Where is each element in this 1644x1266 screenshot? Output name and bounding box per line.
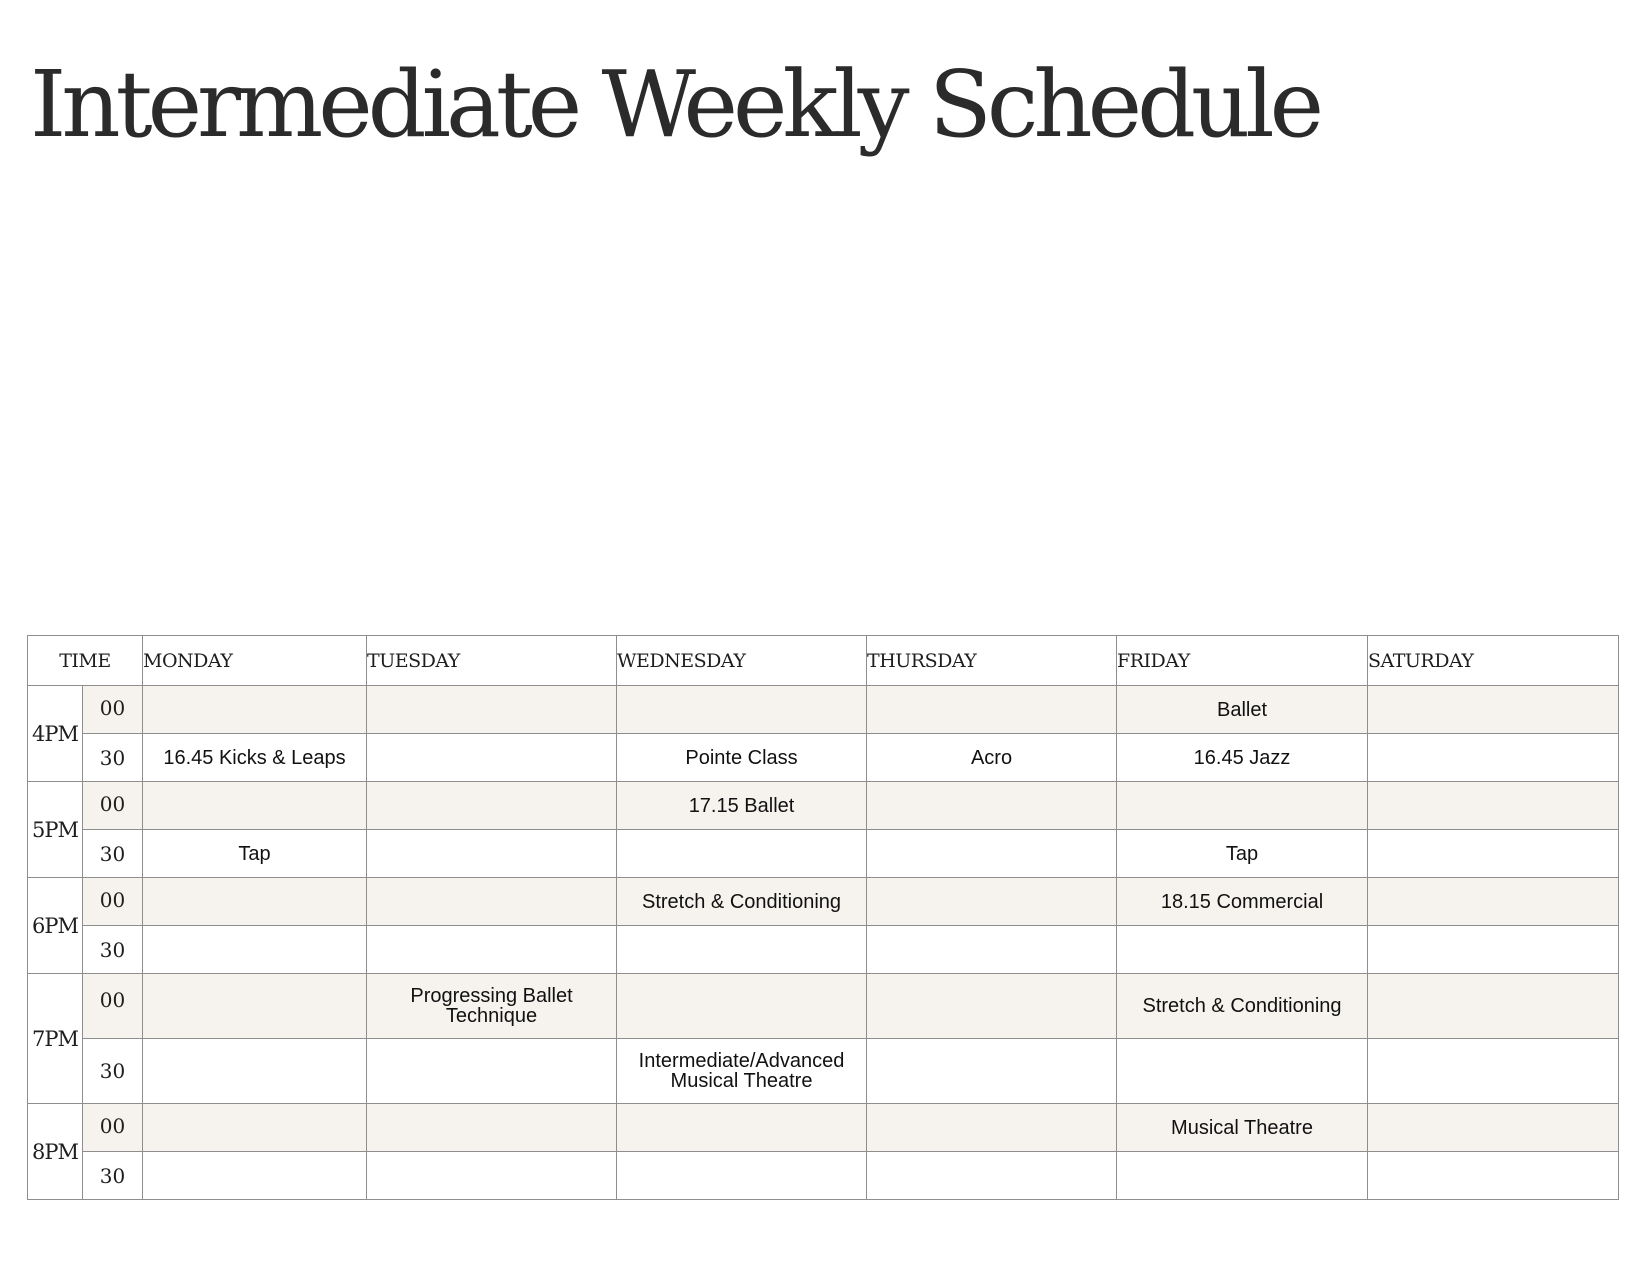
schedule-cell	[617, 1104, 867, 1152]
schedule-cell	[367, 734, 617, 782]
schedule-cell	[1368, 1104, 1619, 1152]
schedule-cell: Stretch & Conditioning	[617, 878, 867, 926]
minute-label: 00	[83, 782, 143, 830]
schedule-cell	[867, 878, 1117, 926]
schedule-cell	[617, 926, 867, 974]
schedule-cell	[367, 686, 617, 734]
schedule-cell	[867, 926, 1117, 974]
schedule-cell	[1117, 1039, 1368, 1104]
schedule-cell	[367, 878, 617, 926]
schedule-cell	[1368, 686, 1619, 734]
schedule-cell: Pointe Class	[617, 734, 867, 782]
schedule-cell	[1368, 974, 1619, 1039]
schedule-cell	[143, 926, 367, 974]
hour-label: 6PM	[28, 878, 83, 974]
table-row	[28, 1104, 1619, 1152]
schedule-cell: Tap	[1117, 830, 1368, 878]
table-row	[28, 1152, 1619, 1200]
schedule-cell	[367, 830, 617, 878]
schedule-cell	[367, 1104, 617, 1152]
day-header-monday: MONDAY	[143, 636, 367, 686]
day-header-wednesday: WEDNESDAY	[617, 636, 867, 686]
table-row	[28, 686, 1619, 734]
time-column-header: TIME	[28, 636, 143, 686]
schedule-cell	[1368, 1152, 1619, 1200]
minute-label: 30	[83, 1039, 143, 1104]
schedule-cell	[367, 1039, 617, 1104]
schedule-cell	[867, 1039, 1117, 1104]
schedule-cell: Tap	[143, 830, 367, 878]
schedule-cell: 16.45 Jazz	[1117, 734, 1368, 782]
schedule-cell	[367, 782, 617, 830]
schedule-cell	[143, 1152, 367, 1200]
hour-label: 7PM	[28, 974, 83, 1104]
weekly-schedule-table	[27, 635, 1619, 1200]
schedule-cell	[1368, 830, 1619, 878]
minute-label: 00	[83, 974, 143, 1039]
schedule-cell	[867, 974, 1117, 1039]
schedule-cell	[617, 830, 867, 878]
hour-label: 4PM	[28, 686, 83, 782]
table-row	[28, 926, 1619, 974]
schedule-cell	[867, 830, 1117, 878]
table-row	[28, 830, 1619, 878]
schedule-cell	[143, 1039, 367, 1104]
minute-label: 00	[83, 686, 143, 734]
minute-label: 30	[83, 734, 143, 782]
schedule-cell	[1117, 782, 1368, 830]
day-header-tuesday: TUESDAY	[367, 636, 617, 686]
schedule-cell	[1368, 1039, 1619, 1104]
schedule-cell	[867, 782, 1117, 830]
hour-label: 8PM	[28, 1104, 83, 1200]
schedule-cell	[367, 926, 617, 974]
schedule-cell	[867, 1152, 1117, 1200]
schedule-cell	[1117, 1152, 1368, 1200]
schedule-cell: Musical Theatre	[1117, 1104, 1368, 1152]
table-row	[28, 1039, 1619, 1104]
schedule-cell: 18.15 Commercial	[1117, 878, 1368, 926]
minute-label: 00	[83, 1104, 143, 1152]
schedule-cell: Intermediate/Advanced Musical Theatre	[617, 1039, 867, 1104]
page-title: Intermediate Weekly Schedule	[30, 51, 1320, 158]
schedule-cell	[1117, 926, 1368, 974]
schedule-cell	[1368, 926, 1619, 974]
schedule-cell	[617, 686, 867, 734]
schedule-cell	[617, 1152, 867, 1200]
schedule-cell	[1368, 782, 1619, 830]
schedule-cell	[143, 878, 367, 926]
minute-label: 30	[83, 926, 143, 974]
minute-label: 00	[83, 878, 143, 926]
schedule-cell: 17.15 Ballet	[617, 782, 867, 830]
schedule-cell	[143, 1104, 367, 1152]
day-header-thursday: THURSDAY	[867, 636, 1117, 686]
schedule-cell	[1368, 734, 1619, 782]
schedule-cell: Ballet	[1117, 686, 1368, 734]
schedule-cell	[867, 686, 1117, 734]
schedule-cell	[143, 974, 367, 1039]
day-header-friday: FRIDAY	[1117, 636, 1368, 686]
schedule-cell	[143, 686, 367, 734]
schedule-cell	[617, 974, 867, 1039]
schedule-cell	[1368, 878, 1619, 926]
table-row	[28, 878, 1619, 926]
schedule-cell	[143, 782, 367, 830]
table-row	[28, 974, 1619, 1039]
schedule-cell: Progressing Ballet Technique	[367, 974, 617, 1039]
hour-label: 5PM	[28, 782, 83, 878]
minute-label: 30	[83, 830, 143, 878]
schedule-cell: Stretch & Conditioning	[1117, 974, 1368, 1039]
schedule-cell: Acro	[867, 734, 1117, 782]
schedule-cell: 16.45 Kicks & Leaps	[143, 734, 367, 782]
minute-label: 30	[83, 1152, 143, 1200]
schedule-cell	[867, 1104, 1117, 1152]
table-row	[28, 782, 1619, 830]
table-row	[28, 734, 1619, 782]
header-row	[28, 636, 1619, 686]
schedule-cell	[367, 1152, 617, 1200]
day-header-saturday: SATURDAY	[1368, 636, 1619, 686]
